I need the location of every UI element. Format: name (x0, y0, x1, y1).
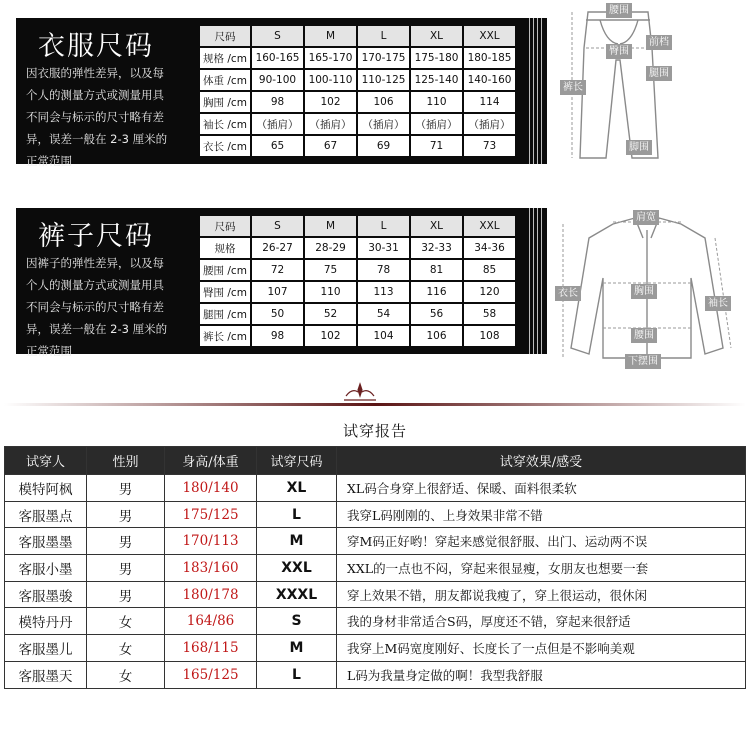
pants-length-label: 裤长 (560, 80, 586, 95)
size-header-row (200, 216, 515, 236)
shirt-waist-label: 腰围 (631, 328, 657, 343)
tester-name: 模特丹丹 (5, 608, 87, 635)
report-header-row (5, 447, 746, 475)
size-row (200, 282, 515, 302)
tester-name: 客服小墨 (5, 555, 87, 582)
size-cell: 180-185 (464, 48, 515, 68)
size-cell: 100-110 (305, 70, 356, 90)
size-header-cell: M (305, 26, 356, 46)
size-header-cell: XXL (464, 216, 515, 236)
size-cell: 98 (252, 92, 303, 112)
size-cell: （插肩） (464, 114, 515, 134)
size-row (200, 114, 515, 134)
size-cell: 34-36 (464, 238, 515, 258)
tester-size: L (257, 501, 337, 528)
size-cell: 90-100 (252, 70, 303, 90)
tester-name: 客服墨儿 (5, 635, 87, 662)
report-col-gender: 性别 (87, 447, 165, 475)
pants-waist-label: 腰围 (606, 3, 632, 18)
size-cell: 113 (358, 282, 409, 302)
bottom-size-panel (16, 208, 547, 358)
report-col-tester: 试穿人 (5, 447, 87, 475)
top-chart-note (26, 62, 191, 172)
size-cell: 140-160 (464, 70, 515, 90)
size-row (200, 48, 515, 68)
report-row (5, 475, 746, 502)
size-row-label: 规格 /cm (200, 48, 250, 68)
report-row (5, 608, 746, 635)
bottom-chart-note (26, 252, 191, 362)
tester-gender: 女 (87, 635, 165, 662)
tester-gender: 男 (87, 501, 165, 528)
size-cell: 125-140 (411, 70, 462, 90)
size-row-label: 臀围 /cm (200, 282, 250, 302)
size-header-row (200, 26, 515, 46)
size-cell: 106 (358, 92, 409, 112)
size-cell: 102 (305, 326, 356, 346)
note-line: 异，误差一般在 2-3 厘米的 (26, 322, 168, 336)
tester-name: 客服墨天 (5, 661, 87, 688)
size-header-cell: XXL (464, 26, 515, 46)
pants-front-rise-label: 前档 (646, 35, 672, 50)
size-cell: 54 (358, 304, 409, 324)
size-header-cell: S (252, 26, 303, 46)
report-table (4, 446, 746, 689)
size-cell: 52 (305, 304, 356, 324)
report-title: 试穿报告 (342, 422, 407, 440)
size-cell: 58 (464, 304, 515, 324)
tester-height-weight: 170/113 (165, 528, 257, 555)
size-cell: 170-175 (358, 48, 409, 68)
size-cell: 104 (358, 326, 409, 346)
size-header-cell: L (358, 216, 409, 236)
size-row (200, 70, 515, 90)
tester-height-weight: 175/125 (165, 501, 257, 528)
size-cell: 106 (411, 326, 462, 346)
size-row-label: 裤长 /cm (200, 326, 250, 346)
size-header-cell: 尺码 (200, 216, 250, 236)
size-cell: 71 (411, 136, 462, 156)
size-row-label: 腰围 /cm (200, 260, 250, 280)
size-row (200, 304, 515, 324)
shirt-sleeve-label: 袖长 (705, 296, 731, 311)
size-cell: 78 (358, 260, 409, 280)
tester-gender: 男 (87, 528, 165, 555)
size-cell: （插肩） (358, 114, 409, 134)
top-size-table (198, 24, 517, 158)
size-row (200, 238, 515, 258)
size-cell: 28-29 (305, 238, 356, 258)
size-row-label: 腿围 /cm (200, 304, 250, 324)
report-col-size: 试穿尺码 (257, 447, 337, 475)
note-line: 个人的测量方式或测量用具 (26, 278, 164, 292)
size-cell: 116 (411, 282, 462, 302)
size-row-label: 规格 (200, 238, 250, 258)
size-cell: 72 (252, 260, 303, 280)
shirt-length-label: 衣长 (555, 286, 581, 301)
tester-gender: 男 (87, 555, 165, 582)
tester-size: M (257, 635, 337, 662)
note-line: 正常范围 (26, 344, 72, 358)
tester-size: M (257, 528, 337, 555)
tester-feedback: 穿上效果不错，朋友都说我瘦了，穿上很运动，很休闲 (337, 581, 746, 608)
note-line: 因衣服的弹性差异，以及每 (26, 66, 164, 80)
size-cell: 65 (252, 136, 303, 156)
report-row (5, 528, 746, 555)
tester-size: S (257, 608, 337, 635)
report-row (5, 501, 746, 528)
size-cell: 110 (305, 282, 356, 302)
panel-stripes (529, 18, 543, 164)
size-cell: 102 (305, 92, 356, 112)
size-header-cell: M (305, 216, 356, 236)
note-line: 因裤子的弹性差异，以及每 (26, 256, 164, 270)
tester-feedback: 我穿L码刚刚的、上身效果非常不错 (337, 501, 746, 528)
tester-size: XL (257, 475, 337, 502)
pants-diagram (560, 0, 670, 170)
top-size-panel (16, 18, 547, 168)
size-cell: 81 (411, 260, 462, 280)
size-cell: 108 (464, 326, 515, 346)
size-cell: 165-170 (305, 48, 356, 68)
pants-leg-opening-label: 脚围 (626, 140, 652, 155)
size-cell: 160-165 (252, 48, 303, 68)
size-header-cell: L (358, 26, 409, 46)
tester-feedback: 我的身材非常适合S码，厚度还不错，穿起来很舒适 (337, 608, 746, 635)
note-line: 个人的测量方式或测量用具 (26, 88, 164, 102)
tester-size: L (257, 661, 337, 688)
size-cell: 50 (252, 304, 303, 324)
size-row (200, 260, 515, 280)
tester-feedback: 穿M码正好哟！穿起来感觉很舒服、出门、运动两不误 (337, 528, 746, 555)
size-cell: 69 (358, 136, 409, 156)
size-cell: 120 (464, 282, 515, 302)
tester-height-weight: 180/178 (165, 581, 257, 608)
size-header-cell: 尺码 (200, 26, 250, 46)
note-line: 不同会与标示的尺寸略有差 (26, 300, 164, 314)
shirt-hem-label: 下摆围 (625, 354, 661, 369)
tester-gender: 女 (87, 608, 165, 635)
tester-gender: 女 (87, 661, 165, 688)
note-line: 异，误差一般在 2-3 厘米的 (26, 132, 168, 146)
size-cell: 67 (305, 136, 356, 156)
tester-name: 模特阿枫 (5, 475, 87, 502)
size-cell: 107 (252, 282, 303, 302)
tester-feedback: XXL的一点也不闷，穿起来很显瘦，女朋友也想要一套 (337, 555, 746, 582)
size-cell: 32-33 (411, 238, 462, 258)
panel-stripes (529, 208, 543, 354)
tester-height-weight: 165/125 (165, 661, 257, 688)
size-row (200, 326, 515, 346)
tester-gender: 男 (87, 475, 165, 502)
size-cell: 85 (464, 260, 515, 280)
size-cell: 73 (464, 136, 515, 156)
report-col-height-weight: 身高/体重 (165, 447, 257, 475)
shirt-shoulder-label: 肩宽 (633, 210, 659, 225)
size-cell: 110-125 (358, 70, 409, 90)
bottom-chart-title: 裤子尺码 (38, 221, 154, 252)
size-header-cell: XL (411, 26, 462, 46)
report-row (5, 555, 746, 582)
pants-hip-label: 臀围 (606, 44, 632, 59)
tester-height-weight: 164/86 (165, 608, 257, 635)
report-row (5, 581, 746, 608)
tester-name: 客服墨点 (5, 501, 87, 528)
tester-height-weight: 168/115 (165, 635, 257, 662)
size-cell: （插肩） (305, 114, 356, 134)
note-line: 正常范围 (26, 154, 72, 168)
size-cell: 98 (252, 326, 303, 346)
tester-feedback: 我穿上M码宽度刚好、长度长了一点但是不影响美观 (337, 635, 746, 662)
tester-gender: 男 (87, 581, 165, 608)
size-header-cell: XL (411, 216, 462, 236)
size-header-cell: S (252, 216, 303, 236)
report-col-feedback: 试穿效果/感受 (337, 447, 746, 475)
size-cell: （插肩） (252, 114, 303, 134)
tester-name: 客服墨墨 (5, 528, 87, 555)
size-cell: 56 (411, 304, 462, 324)
size-cell: 114 (464, 92, 515, 112)
tester-size: XXXL (257, 581, 337, 608)
note-line: 不同会与标示的尺寸略有差 (26, 110, 164, 124)
size-row-label: 袖长 /cm (200, 114, 250, 134)
tester-height-weight: 183/160 (165, 555, 257, 582)
size-cell: 30-31 (358, 238, 409, 258)
tester-height-weight: 180/140 (165, 475, 257, 502)
tester-size: XXL (257, 555, 337, 582)
top-chart-title: 衣服尺码 (38, 31, 154, 62)
size-row-label: 衣长 /cm (200, 136, 250, 156)
ornament-icon (340, 380, 380, 404)
size-row-label: 体重 /cm (200, 70, 250, 90)
size-row-label: 胸围 /cm (200, 92, 250, 112)
size-row (200, 136, 515, 156)
size-cell: 26-27 (252, 238, 303, 258)
shirt-chest-label: 胸围 (631, 284, 657, 299)
size-cell: （插肩） (411, 114, 462, 134)
shirt-diagram (555, 208, 740, 378)
tester-feedback: L码为我量身定做的啊！我型我舒服 (337, 661, 746, 688)
size-row (200, 92, 515, 112)
size-cell: 110 (411, 92, 462, 112)
bottom-size-table (198, 214, 517, 348)
tester-name: 客服墨骏 (5, 581, 87, 608)
report-row (5, 635, 746, 662)
size-cell: 75 (305, 260, 356, 280)
size-cell: 175-180 (411, 48, 462, 68)
pants-thigh-label: 腿围 (646, 66, 672, 81)
tester-feedback: XL码合身穿上很舒适、保暖、面料很柔软 (337, 475, 746, 502)
report-row (5, 661, 746, 688)
